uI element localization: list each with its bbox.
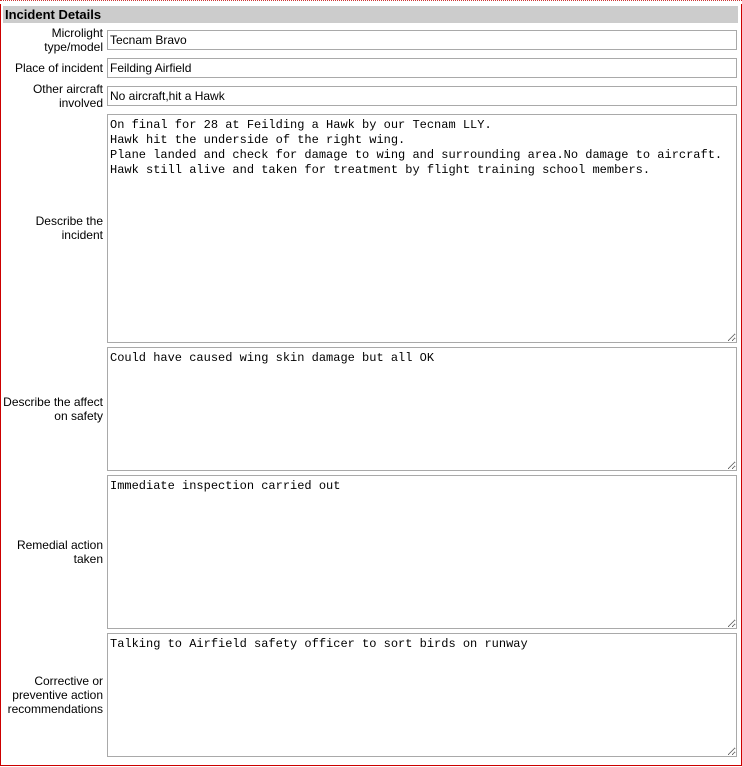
other-aircraft-label: Other aircraft involved bbox=[32, 82, 103, 110]
microlight-type-label: Microlight type/model bbox=[44, 26, 103, 54]
remedial-action-label: Remedial action taken bbox=[16, 538, 103, 566]
place-of-incident-input[interactable] bbox=[107, 58, 737, 78]
section-header-incident-details: Incident Details bbox=[3, 6, 738, 23]
describe-incident-textarea[interactable] bbox=[107, 114, 737, 343]
affect-on-safety-label: Describe the affect on safety bbox=[3, 395, 103, 423]
corrective-action-textarea[interactable] bbox=[107, 633, 737, 757]
affect-on-safety-textarea[interactable] bbox=[107, 347, 737, 471]
corrective-action-label: Corrective or preventive action recommendations bbox=[7, 674, 103, 716]
place-of-incident-label: Place of incident bbox=[14, 61, 103, 75]
other-aircraft-input[interactable] bbox=[107, 86, 737, 106]
microlight-type-input[interactable] bbox=[107, 30, 737, 50]
top-cut-edge bbox=[0, 0, 742, 4]
remedial-action-textarea[interactable] bbox=[107, 475, 737, 629]
describe-incident-label: Describe the incident bbox=[35, 214, 103, 242]
